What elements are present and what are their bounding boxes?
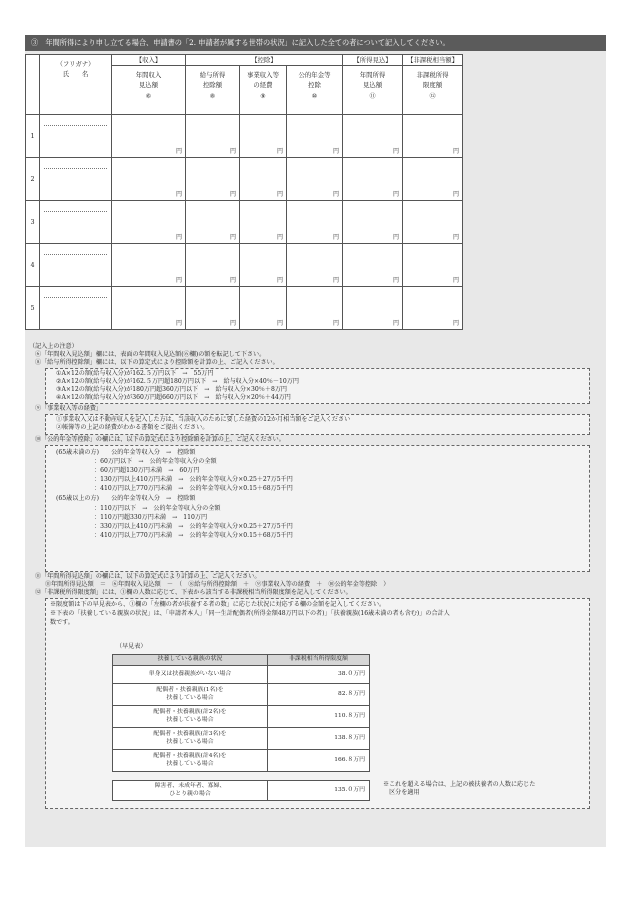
furigana-divider bbox=[44, 168, 107, 169]
furigana-divider bbox=[44, 211, 107, 212]
amount-field[interactable] bbox=[112, 201, 186, 244]
amount-field[interactable] bbox=[343, 158, 403, 201]
column-header: 事業収入等 の経費 ⑨ bbox=[240, 66, 287, 115]
amount-field[interactable] bbox=[186, 287, 240, 330]
amount-field[interactable] bbox=[403, 244, 463, 287]
quick-row bbox=[113, 706, 370, 728]
amount-field[interactable] bbox=[112, 244, 186, 287]
furigana-divider bbox=[44, 125, 107, 126]
table-row bbox=[26, 201, 463, 244]
yen-unit: 円 bbox=[175, 234, 182, 241]
column-header: 年間所得 見込額 ⑪ bbox=[343, 66, 403, 115]
yen-unit: 円 bbox=[333, 234, 340, 241]
yen-unit: 円 bbox=[333, 148, 340, 155]
yen-unit: 円 bbox=[229, 234, 236, 241]
quick-table: 扶養している親族の状況 非課税相当所得限度額 単身又は扶養親族がいない場合 38.０万円 配偶者・扶養親族(1名)を 扶養している場合 82.８万円 配偶者・扶養親族(計2名)を 扶養している場合 110.８万円 配偶者・扶養親族(計3名)を 扶養している場合 138.８万円 配偶者・扶養親族(計4名)を 扶養している場合 166.８万円 bbox=[112, 654, 370, 772]
quick-note: ※これを超える場合は、上記の被扶養者の人数に応じた 区分を適用 bbox=[383, 781, 536, 796]
table-row bbox=[26, 115, 463, 158]
amount-field[interactable] bbox=[287, 115, 343, 158]
amount-field[interactable] bbox=[240, 201, 287, 244]
section-header: ③ 年間所得により申し立てる場合、申請書の「2. 申請者が属する世帯の状況」に記入した全ての者について記入してください。 bbox=[25, 35, 606, 51]
yen-unit: 円 bbox=[276, 191, 283, 198]
yen-unit: 円 bbox=[175, 148, 182, 155]
amount-field[interactable] bbox=[240, 287, 287, 330]
amount-field[interactable] bbox=[186, 244, 240, 287]
amount-field[interactable] bbox=[240, 158, 287, 201]
table-row bbox=[26, 287, 463, 330]
yen-unit: 円 bbox=[333, 320, 340, 327]
quick-row bbox=[113, 728, 370, 750]
yen-unit: 円 bbox=[276, 320, 283, 327]
row-number: 2 bbox=[26, 158, 40, 201]
yen-unit: 円 bbox=[333, 191, 340, 198]
box-9: ①事業収入又は不動産収入を記入した方は、当該収入のために要した経費の12か月相当額をご記入ください ②帳簿等の上記の経費がわかる書類をご提出ください。 bbox=[45, 414, 590, 435]
yen-unit: 円 bbox=[175, 277, 182, 284]
yen-unit: 円 bbox=[276, 148, 283, 155]
yen-unit: 円 bbox=[229, 320, 236, 327]
note-12: ⑫「非課税所得限度額」には、①欄の人数に応じて、下表から該当する非課税相当所得限度額を記入してください。 bbox=[35, 589, 352, 596]
quick-status: 配偶者・扶養親族(計3名)を 扶養している場合 bbox=[113, 728, 268, 750]
amount-field[interactable] bbox=[403, 115, 463, 158]
amount-field[interactable] bbox=[287, 158, 343, 201]
quick-extra-status: 障害者、未成年者、寡婦、 ひとり親の場合 bbox=[113, 781, 268, 801]
group-income: 【収入】 bbox=[112, 55, 186, 66]
row-number: 3 bbox=[26, 201, 40, 244]
quick-title: （早見表） bbox=[116, 643, 147, 650]
row-number: 1 bbox=[26, 115, 40, 158]
quick-row bbox=[113, 666, 370, 684]
amount-field[interactable] bbox=[240, 115, 287, 158]
amount-field[interactable] bbox=[343, 115, 403, 158]
note-6: ⑥「年間収入見込額」欄には、表面の年間収入見込額(⑥欄)の額を転記して下さい。 bbox=[35, 351, 266, 358]
column-header: 給与所得 控除額 ⑧ bbox=[186, 66, 240, 115]
note-9: ⑨「事業収入等の経費」 bbox=[35, 405, 103, 412]
quick-amount: 82.８万円 bbox=[268, 684, 370, 706]
yen-unit: 円 bbox=[229, 277, 236, 284]
quick-amount: 110.８万円 bbox=[268, 706, 370, 728]
yen-unit: 円 bbox=[453, 191, 460, 198]
quick-amount: 38.０万円 bbox=[268, 666, 370, 684]
note-10: ⑩「公的年金等控除」の欄には、以下の算定式により控除額を計算の上、ご記入ください。 bbox=[35, 436, 285, 443]
box-10: (65歳未満の方) 公的年金等収入分 → 控除額 ：60万円以下 → 公的年金等収入分の全額 ：60万円超130万円未満 → 60万円 ：130万円以上410万円未満 → 公的年金等収入分×0.25＋27万5千円 ：410万円以上770万円未満 → 公的年金等収入分×0.15＋68万5千円 (65歳以上の方) 公的年金等収入分 → 控除額 ：110万円以下 → 公的年金等収入分の全額 ：110万円超330万円未満 → 110万円 ：330万円以上410万円未満 → 公的年金等収入分×0.25＋27万5千円 ：410万円以上770万円未満 → 公的年金等収入分×0.15＋68万5千円 bbox=[45, 445, 590, 572]
note-11: ⑪「年間所得見込額」の欄には、以下の算定式により計算の上、ご記入ください。 bbox=[35, 573, 261, 580]
row-number: 5 bbox=[26, 287, 40, 330]
quick-extra-table bbox=[112, 780, 370, 801]
yen-unit: 円 bbox=[393, 191, 400, 198]
amount-field[interactable] bbox=[403, 287, 463, 330]
yen-unit: 円 bbox=[393, 277, 400, 284]
yen-unit: 円 bbox=[276, 277, 283, 284]
yen-unit: 円 bbox=[393, 148, 400, 155]
yen-unit: 円 bbox=[175, 320, 182, 327]
amount-field[interactable] bbox=[287, 201, 343, 244]
quick-row bbox=[113, 750, 370, 772]
yen-unit: 円 bbox=[229, 191, 236, 198]
column-header: 公的年金等 控除 ⑩ bbox=[287, 66, 343, 115]
furigana-divider bbox=[44, 254, 107, 255]
box-8: ①A×12の額(給与収入分)が162.５万円以下 → 55万円 ②A×12の額(給与収入分)が162.５万円超180万円以下 → 給与収入分×40％－10万円 ③A×12の額(給与収入分)が180万円超360万円以下 → 給与収入分×30％＋8万円 ④A×12の額(給与収入分)が360万円超660万円以下 → 給与収入分×20％＋44万円 bbox=[45, 368, 590, 404]
quick-status: 単身又は扶養親族がいない場合 bbox=[113, 666, 268, 684]
table-row bbox=[26, 244, 463, 287]
yen-unit: 円 bbox=[453, 320, 460, 327]
amount-field[interactable] bbox=[403, 201, 463, 244]
amount-field[interactable] bbox=[403, 158, 463, 201]
amount-field[interactable] bbox=[112, 115, 186, 158]
amount-field[interactable] bbox=[240, 244, 287, 287]
quick-amount: 166.８万円 bbox=[268, 750, 370, 772]
quick-status: 配偶者・扶養親族(計2名)を 扶養している場合 bbox=[113, 706, 268, 728]
note-8: ⑧「給与所得控除額」欄には、以下の算定式により控除額を計算の上、ご記入ください。 bbox=[35, 359, 279, 366]
amount-field[interactable] bbox=[343, 201, 403, 244]
column-header: 非課税所得 限度額 ⑫ bbox=[403, 66, 463, 115]
yen-unit: 円 bbox=[229, 148, 236, 155]
quick-status: 配偶者・扶養親族(1名)を 扶養している場合 bbox=[113, 684, 268, 706]
income-table bbox=[25, 54, 463, 330]
form-sheet bbox=[25, 35, 606, 847]
amount-field[interactable] bbox=[186, 158, 240, 201]
name-field[interactable] bbox=[40, 158, 112, 201]
notes-title: （記入上の注意） bbox=[29, 343, 78, 350]
group-limit: 【非課税相当額】 bbox=[403, 55, 463, 66]
name-field[interactable] bbox=[40, 115, 112, 158]
amount-field[interactable] bbox=[112, 287, 186, 330]
yen-unit: 円 bbox=[453, 234, 460, 241]
quick-amount: 138.８万円 bbox=[268, 728, 370, 750]
quick-row bbox=[113, 684, 370, 706]
yen-unit: 円 bbox=[276, 234, 283, 241]
quick-extra-amount: 135.０万円 bbox=[268, 781, 370, 801]
note-11-formula: ⑪年間所得見込額 ＝ ⑥年間収入見込額 － （ ⑧給与所得控除額 ＋ ⑨事業収入等の経費 ＋ ⑩公的年金等控除 ） bbox=[45, 581, 390, 588]
box-12: ※限度額は下の早見表から、①欄の「左欄の者が扶養する者の数」に応じた状況に対応する欄の金額を記入してください。 ※下表の「扶養している親族の状況」は、「申請者本人」「同一生計配偶者(所得金額48万円以下の者)」「扶養親族(16歳未満の者も含む)」の合計人 数です。 （早見表） 扶養している親族の状況 非課税相当所得限度額 単身又は扶養親族がいない場合 38.０万円 配偶者・扶養親族(1名)を 扶養している場合 82.８万円 配偶者・扶養親族(計2名)を 扶養している場合 110.８万円 配偶者・扶養親族(計3名)を 扶養している場合 138.８万円 配偶者・扶養親族(計4名)を 扶養している場合 166.８万円 障害者、未成年者、寡婦、 ひとり親の場合 135.０万円 ※これを超える場合は、上記の被扶養者の人数に応じた 区分を適用 bbox=[45, 598, 590, 809]
yen-unit: 円 bbox=[333, 277, 340, 284]
name-header: （フリガナ） 氏 名 bbox=[40, 55, 112, 115]
row-number: 4 bbox=[26, 244, 40, 287]
yen-unit: 円 bbox=[175, 191, 182, 198]
amount-field[interactable] bbox=[287, 244, 343, 287]
name-field[interactable] bbox=[40, 244, 112, 287]
column-header: 年間収入 見込額 ⑥ bbox=[112, 66, 186, 115]
amount-field[interactable] bbox=[186, 115, 240, 158]
yen-unit: 円 bbox=[393, 234, 400, 241]
amount-field[interactable] bbox=[343, 244, 403, 287]
group-income-est: 【所得見込】 bbox=[343, 55, 403, 66]
amount-field[interactable] bbox=[112, 158, 186, 201]
amount-field[interactable] bbox=[343, 287, 403, 330]
amount-field[interactable] bbox=[287, 287, 343, 330]
furigana-divider bbox=[44, 297, 107, 298]
yen-unit: 円 bbox=[453, 277, 460, 284]
group-deduction: 【控除】 bbox=[186, 55, 343, 66]
name-field[interactable] bbox=[40, 201, 112, 244]
amount-field[interactable] bbox=[186, 201, 240, 244]
name-field[interactable] bbox=[40, 287, 112, 330]
quick-status: 配偶者・扶養親族(計4名)を 扶養している場合 bbox=[113, 750, 268, 772]
yen-unit: 円 bbox=[453, 148, 460, 155]
yen-unit: 円 bbox=[393, 320, 400, 327]
table-row bbox=[26, 158, 463, 201]
